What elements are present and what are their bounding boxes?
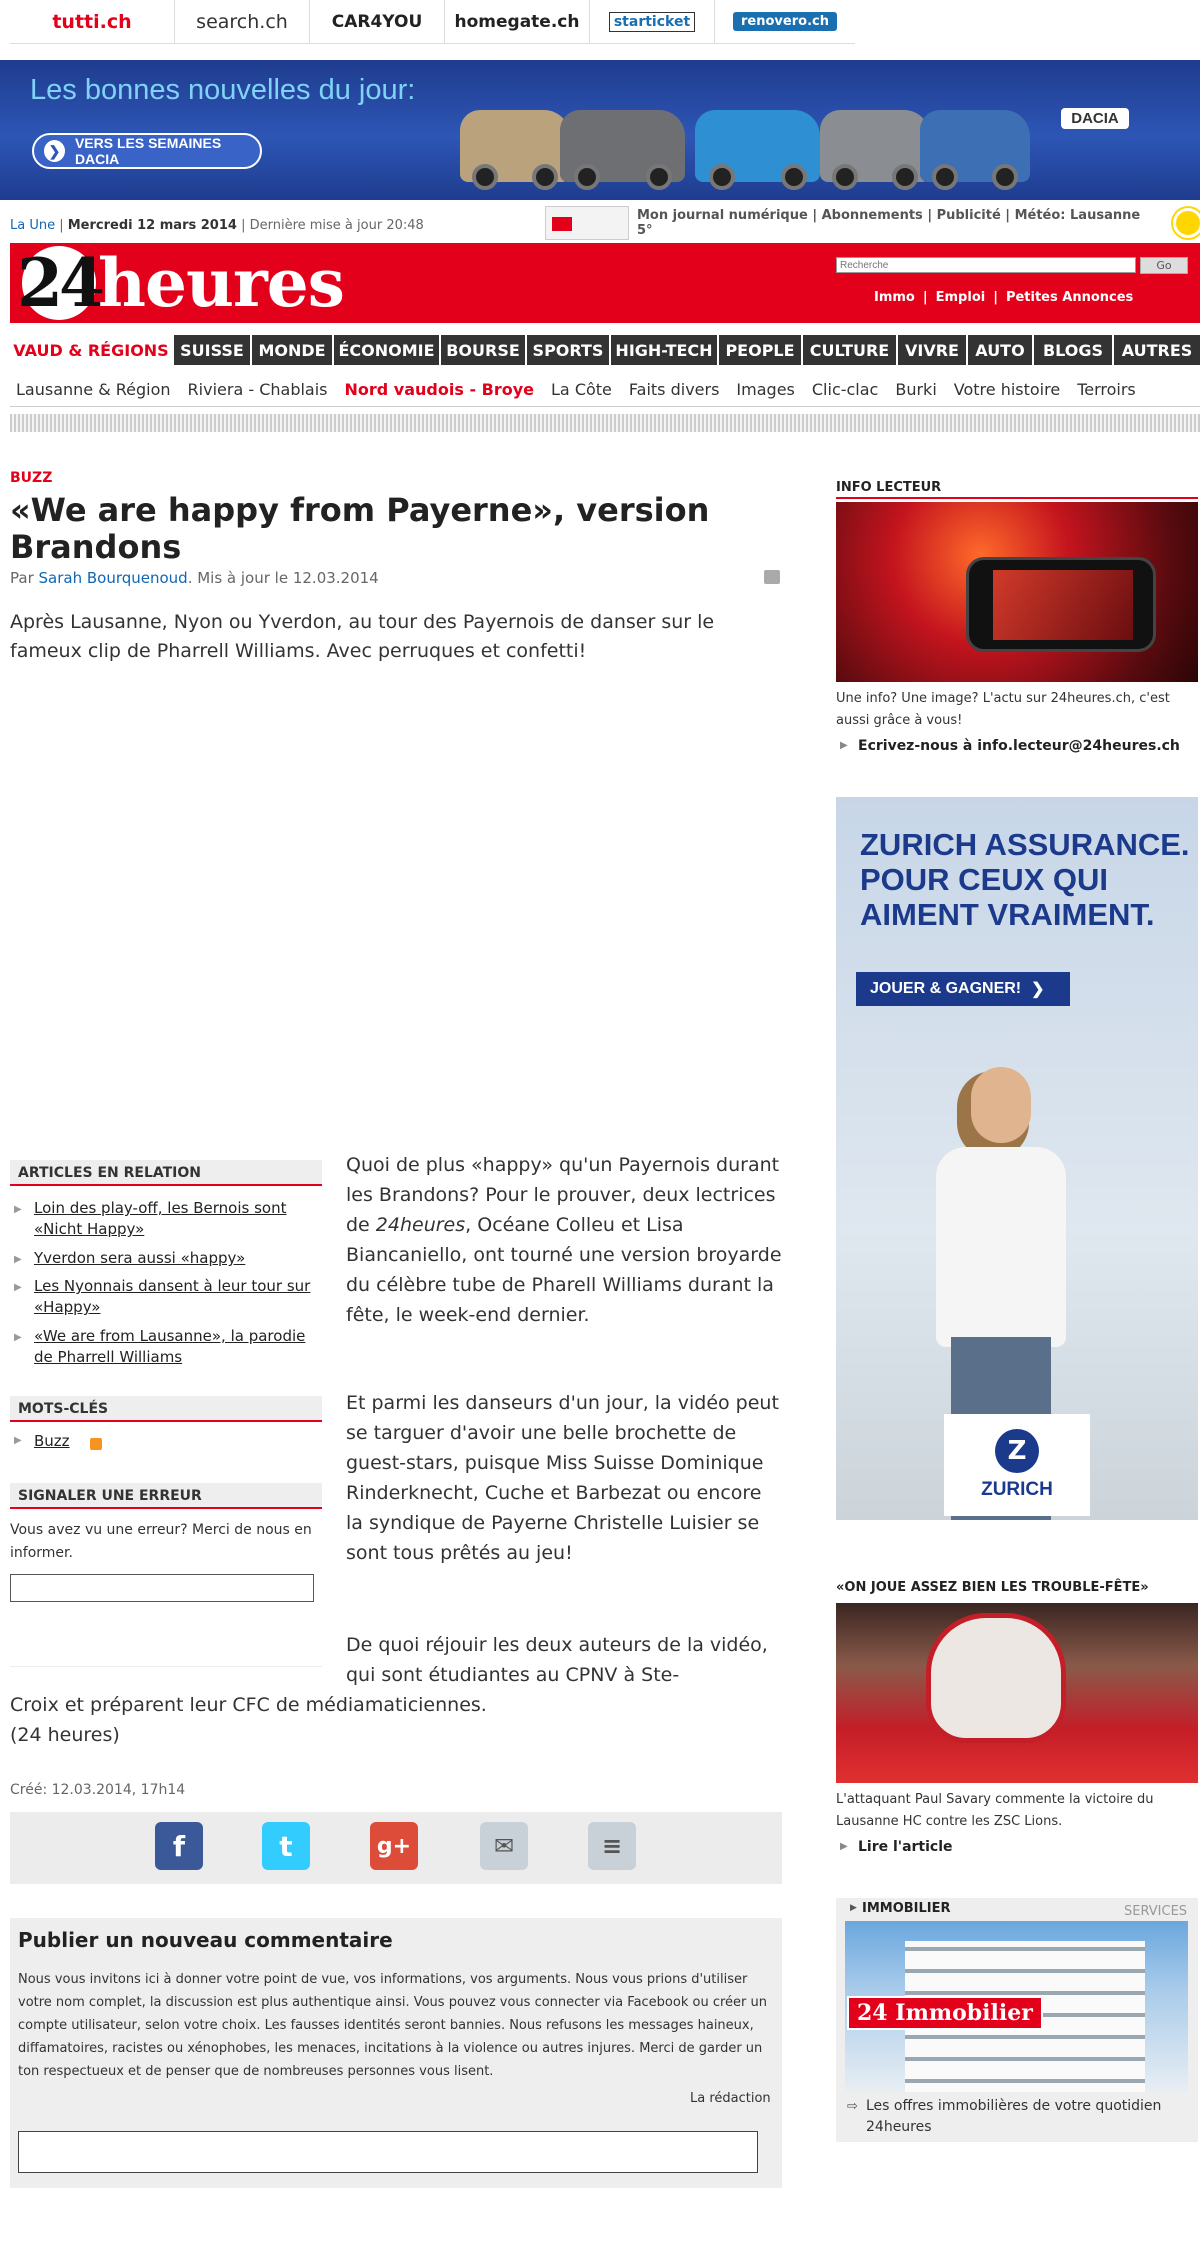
helmet-image (926, 1613, 1066, 1743)
reader-info-heading: INFO LECTEUR (836, 480, 1198, 499)
partner-homegate[interactable] (445, 0, 590, 44)
related-article-link[interactable]: ▶ Loin des play-off, les Bernois sont «Nicht Happy» (14, 1198, 320, 1240)
partner-label: homegate.ch (454, 11, 580, 32)
sun-icon (1176, 211, 1200, 235)
google-plus-icon[interactable]: g+ (370, 1822, 418, 1870)
car-image (820, 110, 930, 182)
related-article-link[interactable]: ▶ Les Nyonnais dansent à leur tour sur «Happy» (14, 1276, 320, 1318)
article-byline (10, 569, 379, 587)
nav-vaud-regions[interactable]: VAUD & RÉGIONS (10, 335, 172, 365)
text-segment: , Océane Colleu et Lisa Biancaniello, ont tourné une version broyarde du célèbre tube de Pharell Williams durant la fête, le week-end dernier. (346, 1214, 782, 1326)
article-paragraph: Et parmi les danseurs d'un jour, la vidéo peut se targuer d'avoir une belle brochette de guest-stars, puisque Miss Suisse Dominique Rinderknecht, Cuche et Barbezat ou encore la syndique de Payerne Christelle Luisier se sont tous prêtés au jeu! (346, 1392, 779, 1564)
print-icon[interactable] (764, 570, 780, 584)
banner-ad[interactable] (0, 60, 1200, 200)
masthead (10, 243, 1200, 323)
nav-vivre[interactable]: VIVRE (896, 335, 966, 365)
article-paragraph (346, 1150, 782, 1330)
partner-search[interactable] (175, 0, 310, 44)
smartphone-image (966, 557, 1156, 652)
logo-word: heures (98, 244, 344, 322)
partner-label: renovero.ch (733, 12, 837, 31)
top-link-emploi[interactable]: Emploi (935, 290, 986, 305)
ad-cta-label: JOUER & GAGNER! (870, 980, 1022, 997)
facebook-icon[interactable]: f (155, 1822, 203, 1870)
subnav-images[interactable]: Images (736, 380, 795, 399)
hockey-heading[interactable]: «ON JOUE ASSEZ BIEN LES TROUBLE-FÊTE» (836, 1580, 1149, 1595)
nav-culture[interactable]: CULTURE (801, 335, 896, 365)
current-date: Mercredi 12 mars 2014 (67, 217, 237, 233)
share-bar (10, 1812, 782, 1884)
services-label: SERVICES (1124, 1904, 1188, 1919)
info-right (545, 205, 1200, 241)
reader-info-text: Une info? Une image? L'actu sur 24heures.ch, c'est aussi grâce à vous! (836, 691, 1170, 728)
zurich-z-icon: Z (995, 1429, 1039, 1473)
arrow-right-icon: ❯ (44, 140, 65, 162)
nav-monde[interactable]: MONDE (250, 335, 332, 365)
article-paragraph-continued: Croix et préparent leur CFC de médiamaticiennes. (10, 1694, 487, 1716)
top-link-annonces[interactable]: Petites Annonces (1005, 290, 1134, 305)
subnav-nord-vaudois[interactable]: Nord vaudois - Broye (344, 380, 535, 399)
logo-number: 24 (17, 244, 101, 322)
rss-icon[interactable] (90, 1438, 102, 1450)
car-image (460, 110, 570, 182)
article-title: «We are happy from Payerne», version Brandons (10, 491, 710, 566)
partner-renovero[interactable] (715, 0, 855, 44)
text-emphasis: 24heures (375, 1214, 466, 1236)
top-link-immo[interactable]: Immo (874, 290, 915, 305)
nav-suisse[interactable]: SUISSE (172, 335, 250, 365)
external-link-icon: ⇨ (847, 2099, 858, 2114)
immobilier-image[interactable] (845, 1921, 1188, 2092)
partner-label: starticket (609, 12, 695, 32)
related-article-link[interactable]: ▶ Yverdon sera aussi «happy» (14, 1248, 320, 1269)
comments-icon[interactable]: ≡ (588, 1822, 636, 1870)
subnav-lausanne[interactable]: Lausanne & Région (16, 380, 171, 399)
comment-input[interactable] (18, 2131, 758, 2173)
subnav-faits-divers[interactable]: Faits divers (628, 380, 720, 399)
keywords-heading: MOTS-CLÉS (10, 1396, 322, 1422)
report-error-heading: SIGNALER UNE ERREUR (10, 1483, 322, 1509)
nav-autres[interactable]: AUTRES (1112, 335, 1200, 365)
report-error-text: Vous avez vu une erreur? Merci de nous en informer. (10, 1522, 312, 1561)
immobilier-heading[interactable]: ▶ IMMOBILIER (850, 1901, 951, 1916)
subnav-clic-clac[interactable]: Clic-clac (811, 380, 879, 399)
separator: | (55, 217, 68, 233)
subnav-votre-histoire[interactable]: Votre histoire (953, 380, 1061, 399)
byline-prefix: Par (10, 569, 39, 587)
search-input[interactable] (836, 257, 1136, 273)
subnav-burki[interactable]: Burki (895, 380, 937, 399)
car-image (695, 110, 820, 182)
zurich-ad[interactable] (836, 797, 1198, 1520)
zurich-logo-text: ZURICH (981, 1479, 1053, 1500)
partner-bar (10, 0, 855, 44)
nav-people[interactable]: PEOPLE (717, 335, 801, 365)
partner-starticket[interactable] (590, 0, 715, 44)
nav-high-tech[interactable]: HIGH-TECH (609, 335, 717, 365)
hockey-player-image[interactable] (836, 1603, 1198, 1783)
article-kicker[interactable]: BUZZ (10, 470, 53, 486)
comment-signature: La rédaction (690, 2091, 771, 2106)
related-article-link[interactable]: ▶ «We are from Lausanne», la parodie de Pharrell Williams (14, 1326, 320, 1368)
car-image (920, 110, 1030, 182)
banner-cta-button[interactable] (32, 133, 262, 169)
dacia-logo (1040, 80, 1150, 190)
article-paragraph: De quoi réjouir les deux auteurs de la vidéo, qui sont étudiantes au CPNV à Ste- (346, 1634, 768, 1686)
author-link[interactable]: Sarah Bourquenoud (38, 569, 188, 587)
subnav-riviera[interactable]: Riviera - Chablais (187, 380, 328, 399)
partner-label: tutti.ch (52, 10, 132, 33)
article-credit: (24 heures) (10, 1724, 120, 1746)
utility-links[interactable]: Mon journal numérique | Abonnements | Publicité | Météo: Lausanne 5° (636, 208, 1141, 238)
nav-auto[interactable]: AUTO (966, 335, 1032, 365)
subnav-la-cote[interactable]: La Côte (551, 380, 612, 399)
keyword-link[interactable]: ▶ Buzz (14, 1432, 70, 1450)
partner-label: CAR4YOU (331, 11, 423, 32)
last-update: Dernière mise à jour 20:48 (249, 217, 424, 233)
newspaper-thumbnail[interactable] (545, 206, 629, 240)
partner-label: search.ch (196, 10, 288, 33)
partner-tutti[interactable] (10, 0, 175, 44)
byline-date: . Mis à jour le 12.03.2014 (187, 569, 379, 587)
search-button[interactable]: Go (1140, 257, 1188, 274)
chevron-right-icon: ❯ (1031, 981, 1045, 998)
banner-cta-label: VERS LES SEMAINES DACIA (74, 135, 222, 167)
ad-slogan: ZURICH ASSURANCE. POUR CEUX QUI AIMENT VRAIMENT. (860, 827, 1190, 932)
decorative-stripe (10, 414, 1200, 432)
partner-car4you[interactable] (310, 0, 445, 44)
subnav-terroirs[interactable]: Terroirs (1077, 380, 1136, 399)
nav-blogs[interactable]: BLOGS (1032, 335, 1112, 365)
immobilier-logo: 24 Immobilier (847, 1996, 1043, 2030)
hockey-text: L'attaquant Paul Savary commente la victoire du Lausanne HC contre les ZSC Lions. (836, 1792, 1154, 1829)
email-icon[interactable]: ✉ (480, 1822, 528, 1870)
article-lead: Après Lausanne, Nyon ou Yverdon, au tour des Payernois de danser sur le fameux clip de Pharrell Williams. Avec perruques et confetti! (10, 611, 715, 662)
banner-slogan: Les bonnes nouvelles du jour: (30, 74, 416, 106)
comment-rules-text: Nous vous invitons ici à donner votre point de vue, vos informations, vos arguments. Nous vous prions d'utiliser votre nom complet, la discussion est plus authentique ainsi. Vous pouvez vous connecter via Facebook ou créer un compte utilisateur, selon votre choix. Les fausses identités seront bannies. Nous refusons les messages haineux, diffamatoires, racistes ou xénophobes, les menaces, incitations à la violence ou autres injures. Merci de garder un ton respectueux et de penser que de nombreuses personnes vous lisent. (18, 1972, 767, 2079)
separator: | (236, 217, 250, 233)
zurich-logo (944, 1414, 1090, 1516)
hockey-read-link[interactable]: ▶ Lire l'article (840, 1839, 953, 1855)
article-created-date: Créé: 12.03.2014, 17h14 (10, 1782, 186, 1798)
ad-cta-button[interactable] (856, 972, 1070, 1006)
dacia-logo-text: DACIA (1061, 108, 1129, 129)
car-image (560, 110, 685, 182)
nav-economie[interactable]: ÉCONOMIE (332, 335, 439, 365)
immobilier-link[interactable]: Les offres immobilières de votre quotidien 24heures (866, 2098, 1162, 2135)
comment-title: Publier un nouveau commentaire (18, 1928, 393, 1952)
text-segment: Quoi de plus «happy» qu'un Payernois durant les Brandons? Pour le prouver, deux lectrices de (346, 1154, 780, 1236)
reader-info-link[interactable]: ▶ Ecrivez-nous à info.lecteur@24heures.ch (840, 738, 1180, 754)
top-links: Immo | Emploi | Petites Annonces (866, 290, 1141, 305)
site-logo[interactable] (17, 243, 344, 323)
related-articles-heading: ARTICLES EN RELATION (10, 1160, 322, 1186)
nav-bourse[interactable]: BOURSE (439, 335, 525, 365)
twitter-icon[interactable]: t (262, 1822, 310, 1870)
nav-sports[interactable]: SPORTS (525, 335, 609, 365)
reader-info-image[interactable] (836, 502, 1198, 682)
divider (10, 1666, 322, 1667)
report-error-input[interactable] (10, 1574, 314, 1602)
sub-nav (10, 373, 1200, 407)
main-nav (10, 335, 1200, 365)
home-link[interactable]: La Une (10, 217, 56, 233)
